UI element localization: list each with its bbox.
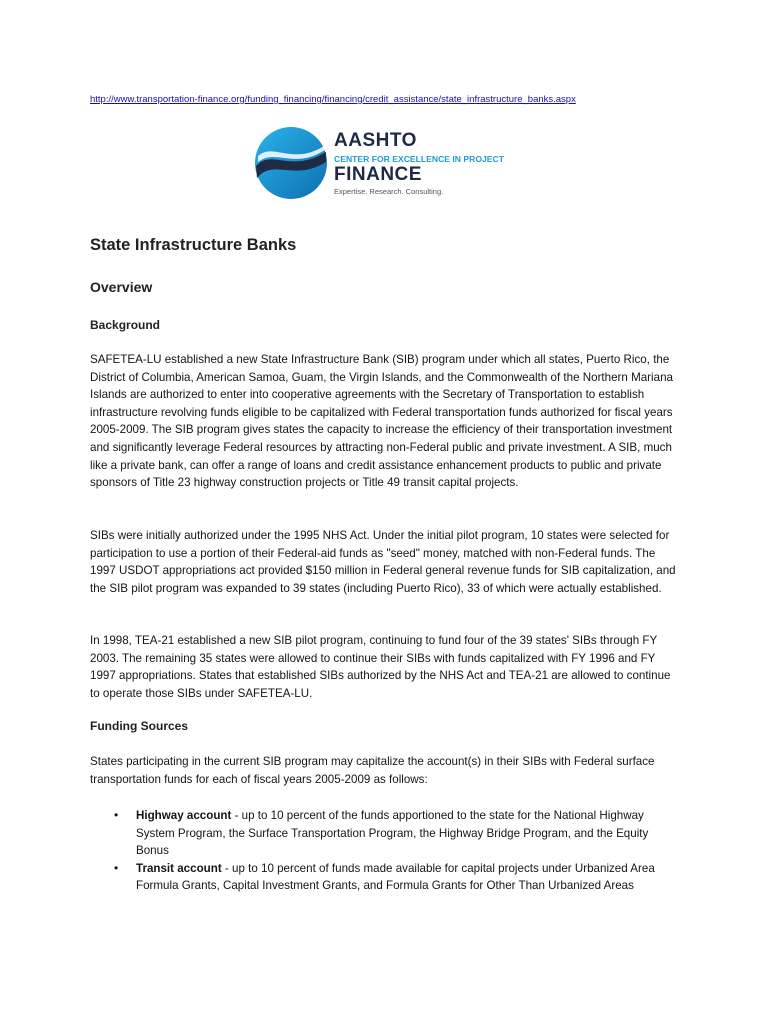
list-item	[114, 807, 680, 860]
logo-tagline: Expertise. Research. Consulting.	[334, 187, 444, 196]
funding-bullet-list	[114, 807, 680, 895]
bullet-icon: •	[114, 808, 119, 822]
aashto-logo-circle-icon	[254, 126, 328, 200]
overview-heading: Overview	[90, 279, 153, 295]
logo-line-center: CENTER FOR EXCELLENCE IN PROJECT	[334, 154, 504, 164]
background-heading: Background	[90, 318, 161, 332]
bullet-text: - up to 10 percent of funds made available for capital projects under Urbanized Area Formula Grants, Capital Investment Grants, and Formula Grants for Other Than Urbanized Areas	[136, 861, 655, 893]
logo-line-finance: FINANCE	[334, 164, 422, 185]
bullet-label: Transit account	[136, 861, 222, 875]
funding-sources-heading: Funding Sources	[90, 719, 189, 733]
bullet-label: Highway account	[136, 809, 232, 822]
bullet-text: - up to 10 percent of the funds apportioned to the state for the National Highway System Program, the Surface Transportation Program, the Highway Bridge Program, and the Equity Bonus	[136, 809, 649, 858]
paragraph-tea-21: In 1998, TEA-21 established a new SIB pilot program, continuing to fund four of the 39 states' SIBs through FY 2003. The remaining 35 states were allowed to continue their SIBs with funds capitalized with FY 1996 and FY 1997 appropriations. States that established SIBs authorized by the NHS Act and TEA-21 are allowed to continue to operate those SIBs under SAFETEA-LU.	[90, 634, 671, 700]
paragraph-nhs-act: SIBs were initially authorized under the 1995 NHS Act. Under the initial pilot program, 10 states were selected for participation to use a portion of their Federal-aid funds as "seed" money, matched with non-Federal funds. The 1997 USDOT appropriations act provided $150 million in Federal general revenue funds for SIB capitalization, and the SIB pilot program was expanded to 39 states (including Puerto Rico), 33 of which were actually established.	[90, 529, 676, 595]
list-item	[114, 860, 680, 895]
logo-line-aashto: AASHTO	[334, 130, 417, 151]
paragraph-safetea-lu: SAFETEA-LU established a new State Infrastructure Bank (SIB) program under which all states, Puerto Rico, the District of Columbia, American Samoa, Guam, the Virgin Islands, and the Commonwealth of the Northern Mariana Islands are authorized to enter into cooperative agreements with the Secretary of Transportation to establish infrastructure revolving funds eligible to be capitalized with Federal transportation funds authorized for fiscal years 2005-2009. The SIB program gives states the capacity to increase the efficiency of their transportation investment and significantly leverage Federal resources by attracting non-Federal public and private investment. A SIB, much like a private bank, can offer a range of loans and credit assistance enhancement products to public and private sponsors of Title 23 highway construction projects or Title 49 transit capital projects.	[90, 353, 673, 490]
aashto-logo	[254, 122, 524, 200]
bullet-icon: •	[114, 860, 119, 875]
source-url-link[interactable]: http://www.transportation-finance.org/funding_financing/financing/credit_assistance/state_infrastructure_banks.aspx	[90, 94, 576, 105]
page-title: State Infrastructure Banks	[90, 236, 297, 254]
funding-intro-paragraph: States participating in the current SIB program may capitalize the account(s) in their SIBs with Federal surface transportation funds for each of fiscal years 2005-2009 as follows:	[90, 755, 655, 786]
